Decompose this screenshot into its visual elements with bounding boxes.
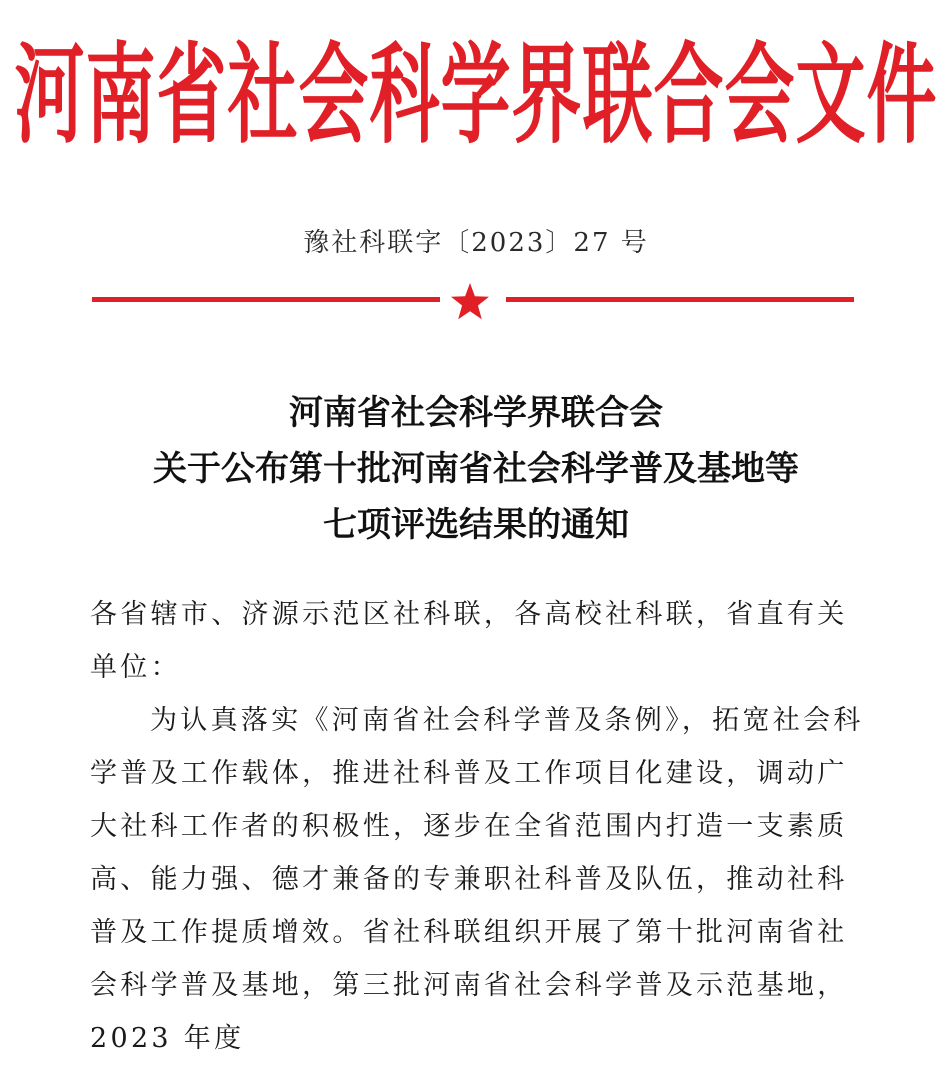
notice-body	[90, 588, 870, 1065]
document-number: 豫社科联字〔2023〕27 号	[303, 228, 649, 258]
divider-line-right	[506, 297, 854, 302]
body-paragraph: 为认真落实《河南省社会科学普及条例》，拓宽社会科学普及工作载体，推进社科普及工作项目化建设，调动广大社科工作者的积极性，逐步在全省范围内打造一支素质高、能力强、德才兼备的专兼职社科普及队伍，推动社科普及工作提质增效。省社科联组织开展了第十批河南省社会科学普及基地，第三批河南省社会科学普及示范基地，2023 年度	[90, 705, 864, 1054]
notice-title	[0, 385, 952, 553]
notice-title-line-1: 河南省社会科学界联合会	[289, 393, 663, 433]
divider-line-left	[92, 297, 440, 302]
notice-title-line-3: 七项评选结果的通知	[323, 505, 629, 545]
document-header-title: 河南省社会科学界联合会文件	[14, 31, 938, 160]
salutation: 各省辖市、济源示范区社科联，各高校社科联，省直有关单位：	[90, 599, 848, 683]
star-icon	[451, 283, 489, 319]
red-divider	[0, 280, 952, 324]
notice-title-line-2: 关于公布第十批河南省社会科学普及基地等	[153, 449, 799, 489]
